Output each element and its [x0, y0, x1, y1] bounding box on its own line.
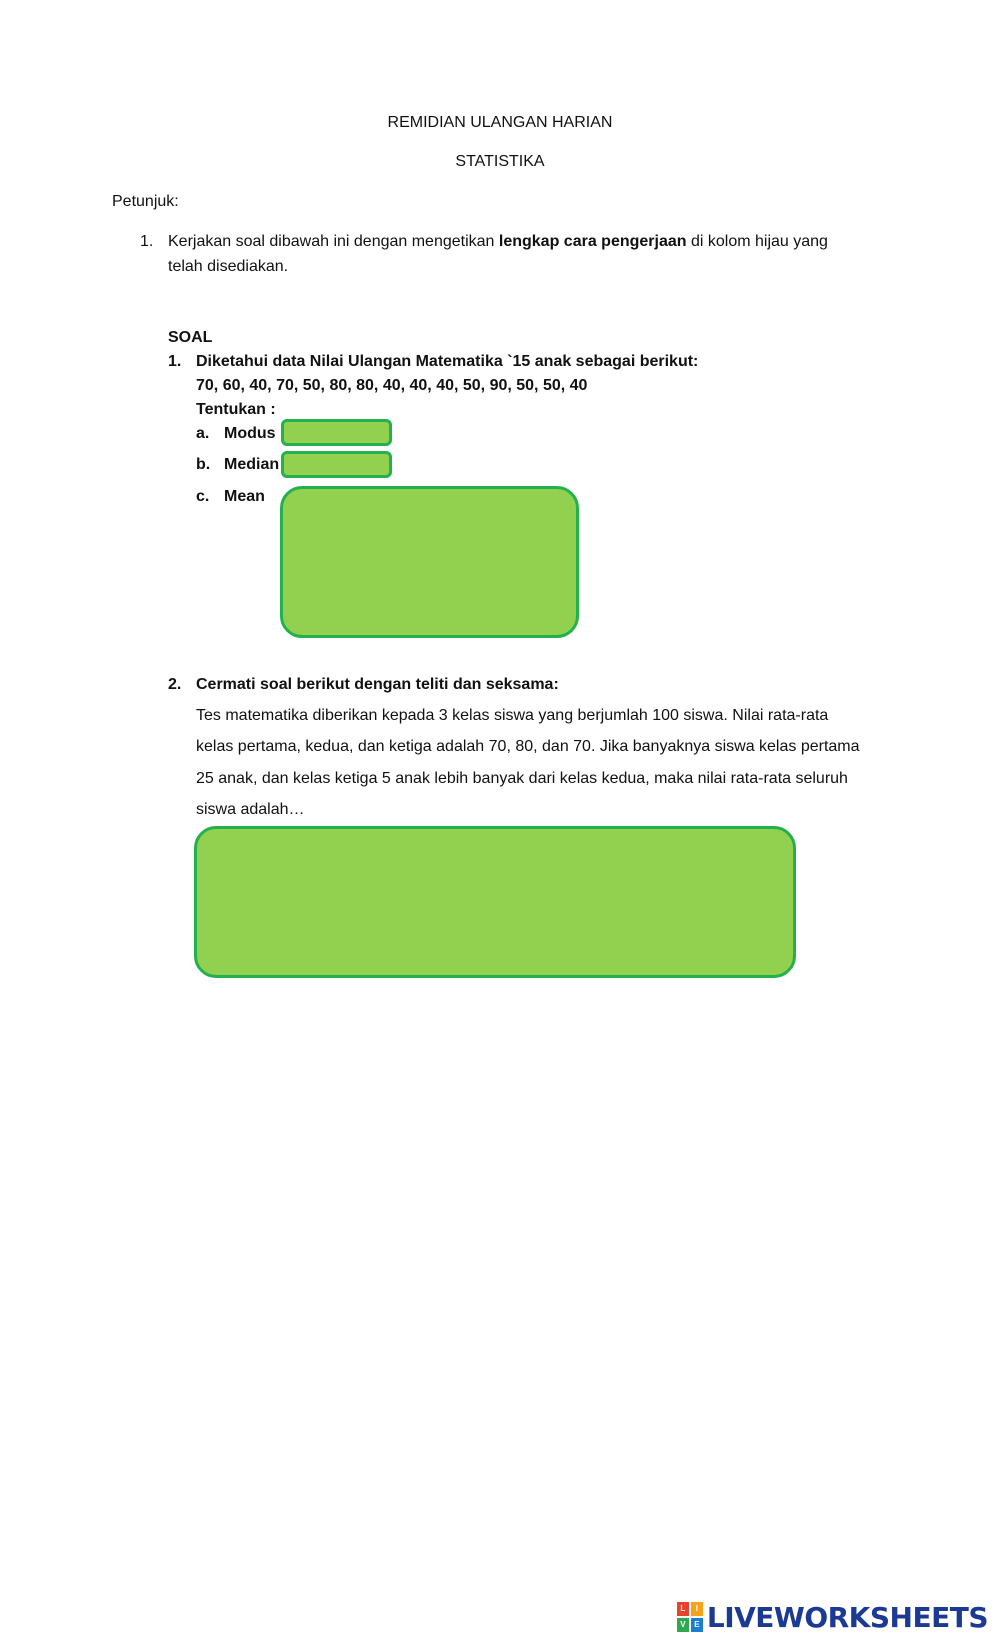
logo-text: LIVEWORKSHEETS [706, 1600, 988, 1634]
logo-mark-l: L [677, 1602, 689, 1616]
q1-c-letter: c. [196, 488, 210, 505]
q1-b-letter: b. [196, 456, 211, 473]
q2-line-4: siswa adalah… [196, 801, 305, 818]
q2-line-3: 25 anak, dan kelas ketiga 5 anak lebih banyak dari kelas kedua, maka nilai rata-rata seluruh [196, 770, 848, 787]
page-title: REMIDIAN ULANGAN HARIAN [387, 114, 613, 131]
instructions-label: Petunjuk: [112, 193, 179, 210]
logo-mark-e: E [691, 1618, 703, 1632]
page-subtitle: STATISTIKA [455, 153, 545, 170]
q2-line-1: Tes matematika diberikan kepada 3 kelas siswa yang berjumlah 100 siswa. Nilai rata-rata [196, 707, 829, 724]
q2-answer-box[interactable] [194, 826, 796, 978]
q2-heading: Cermati soal berikut dengan teliti dan seksama: [196, 676, 559, 693]
q1-tentukan: Tentukan : [196, 401, 276, 418]
q1-line-1: Diketahui data Nilai Ulangan Matematika `15 anak sebagai berikut: [196, 353, 699, 370]
q2-number: 2. [168, 676, 182, 693]
liveworksheets-logo [677, 1597, 988, 1637]
q1-median-label: Median [224, 456, 280, 473]
logo-mark-v: V [677, 1618, 689, 1632]
liveworksheets-mark-icon [677, 1602, 703, 1632]
soal-heading: SOAL [168, 329, 213, 346]
instruction-number: 1. [140, 233, 154, 250]
mean-answer-box[interactable] [280, 486, 579, 638]
instruction-emphasis: lengkap cara pengerjaan [498, 233, 687, 250]
q1-a-letter: a. [196, 425, 210, 442]
modus-answer-box[interactable] [281, 419, 392, 446]
logo-mark-i: I [691, 1602, 703, 1616]
instruction-line-2: telah disediakan. [168, 258, 289, 275]
instruction-line-1: Kerjakan soal dibawah ini dengan mengetikan lengkap cara pengerjaan di kolom hijau yang [168, 233, 828, 250]
q1-modus-label: Modus [224, 425, 276, 442]
q1-mean-label: Mean [224, 488, 265, 505]
q1-number: 1. [168, 353, 182, 370]
q1-data-values: 70, 60, 40, 70, 50, 80, 80, 40, 40, 40, 50, 90, 50, 50, 40 [196, 377, 588, 394]
median-answer-box[interactable] [281, 451, 392, 478]
q2-line-2: kelas pertama, kedua, dan ketiga adalah 70, 80, dan 70. Jika banyaknya siswa kelas pertama [196, 738, 860, 755]
